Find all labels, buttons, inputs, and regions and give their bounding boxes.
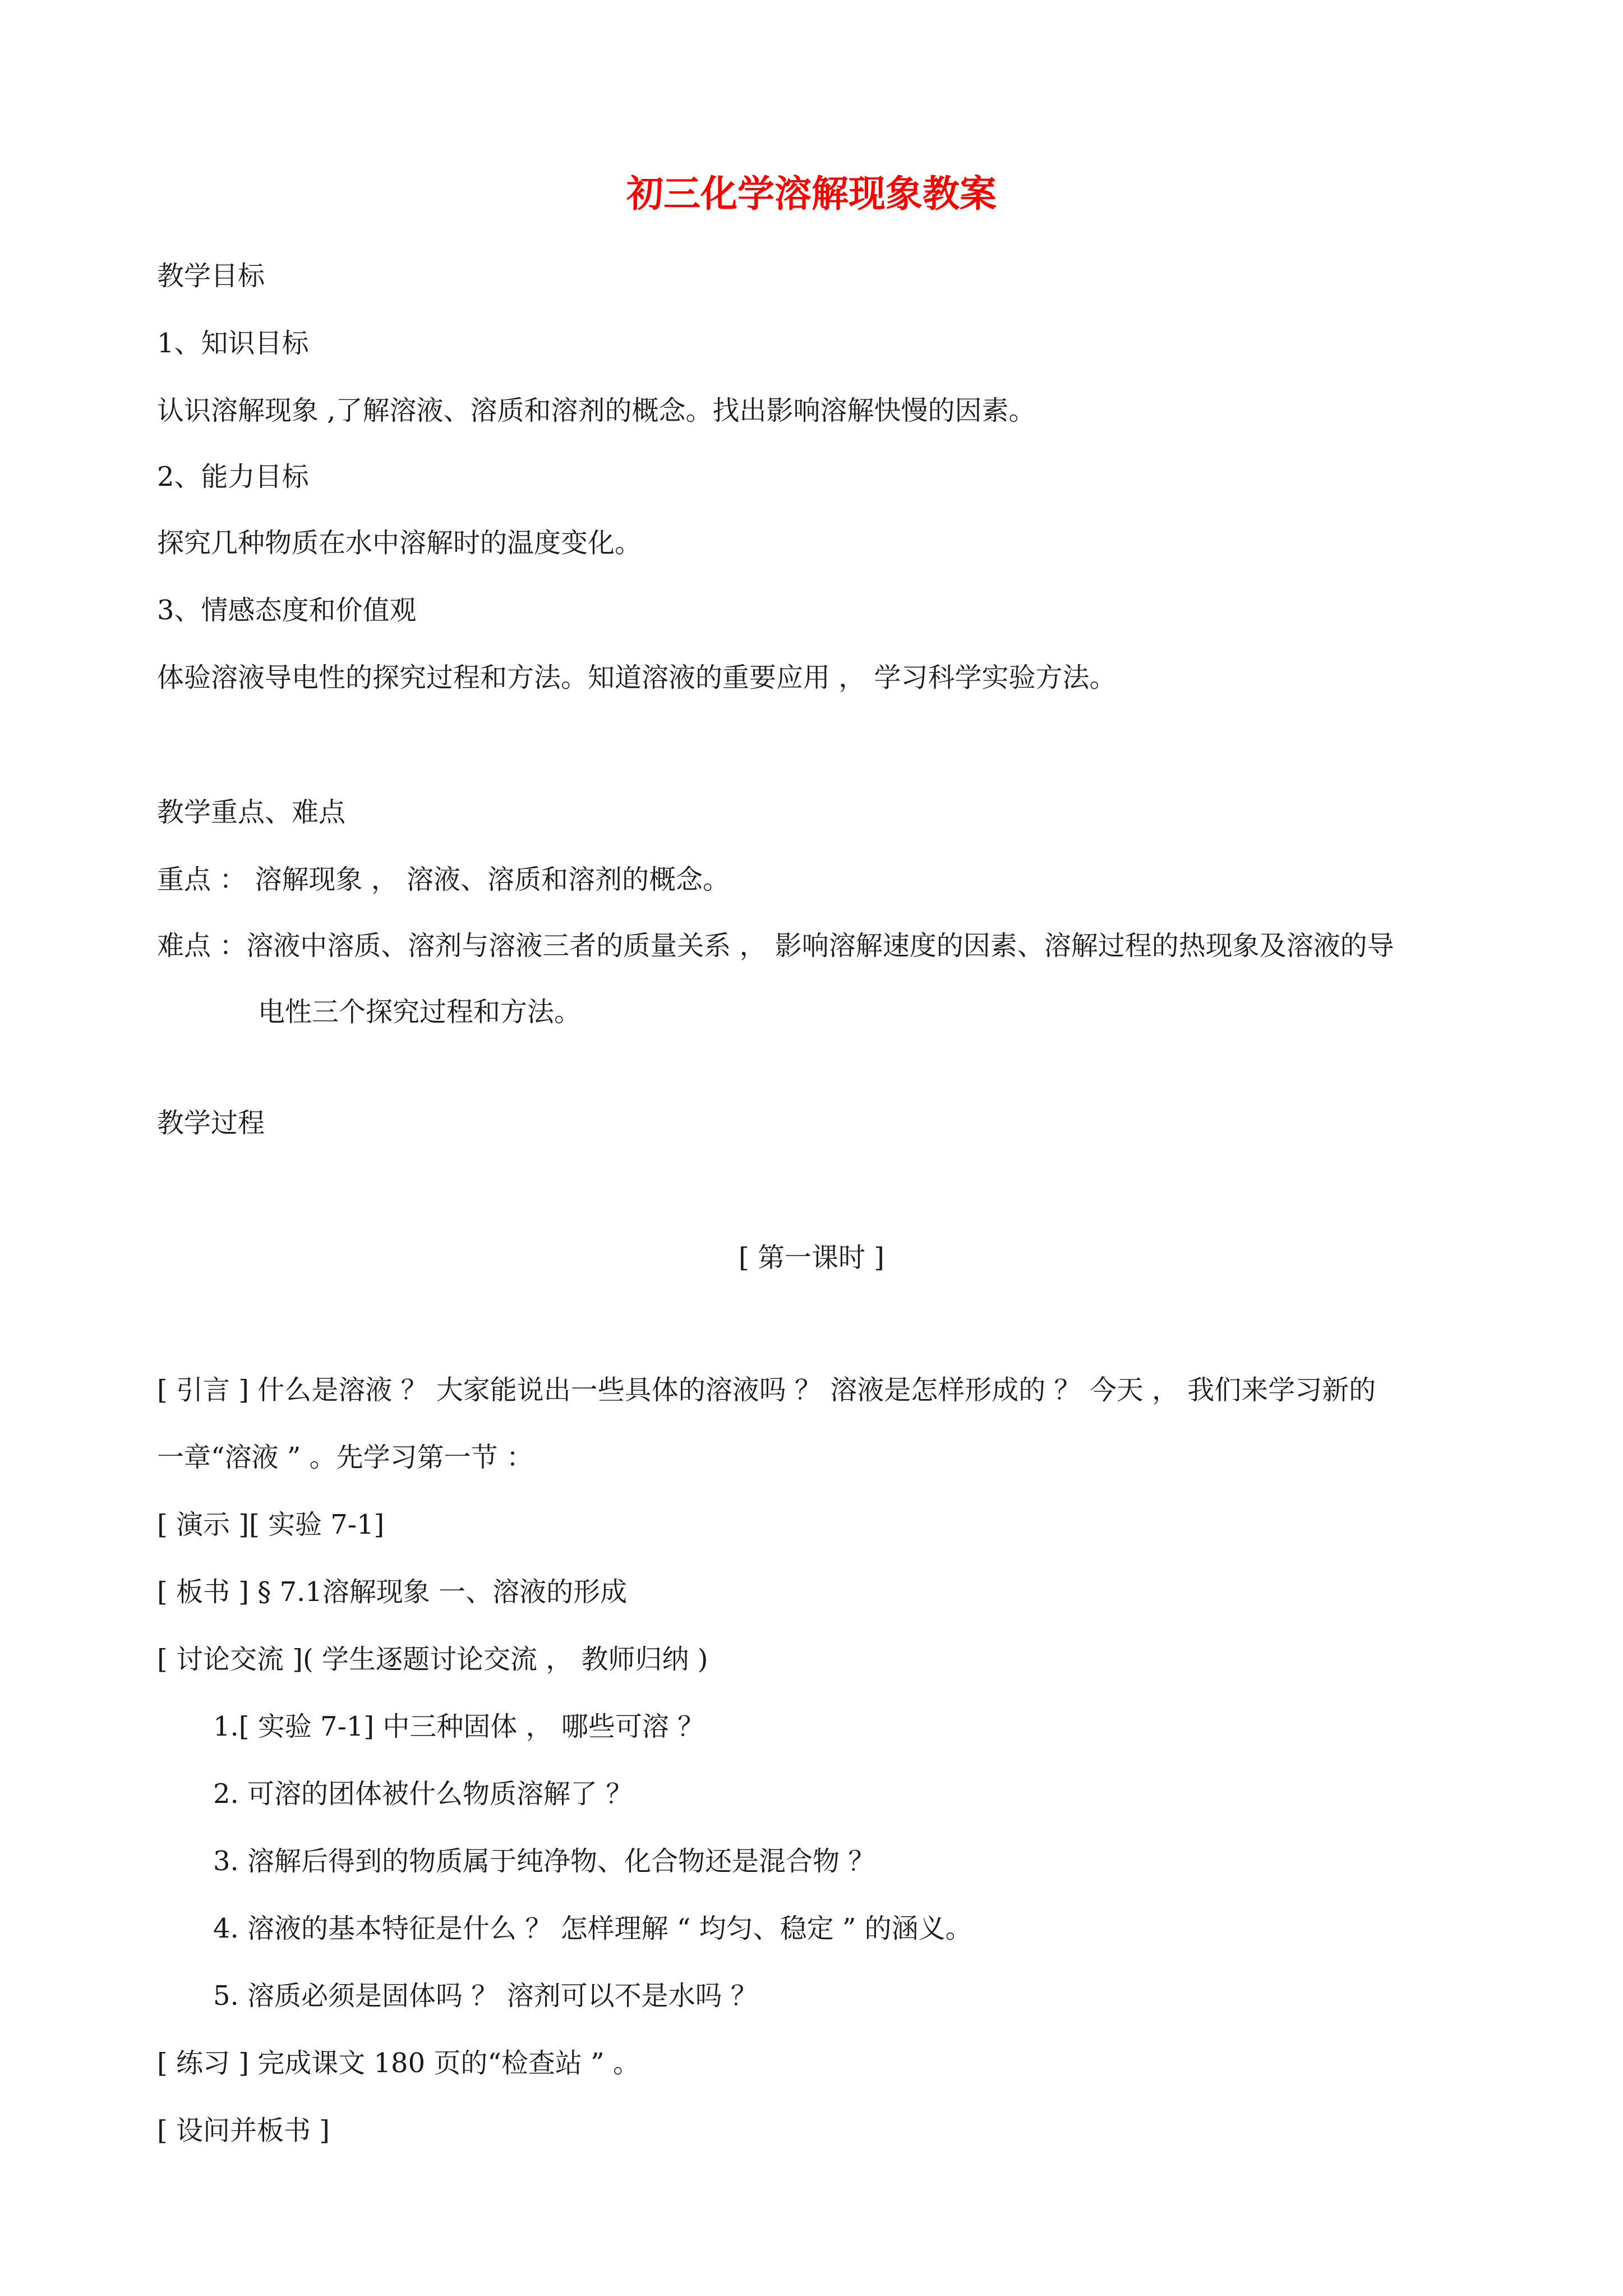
question-board-line: [ 设问并板书 ] [157,2115,330,2146]
emotion-objective-text: 体验溶液导电性的探究过程和方法。知道溶液的重要应用 ， 学习科学实验方法。 [157,662,1117,693]
difficult-point-continued: 电性三个探究过程和方法。 [258,996,582,1028]
document-title: 初三化学溶解现象教案 [626,172,997,215]
intro-line-2: 一章“溶液 ” 。先学习第一节 ： [157,1442,533,1473]
difficult-point: 难点 ：溶液中溶质、溶剂与溶液三者的质量关系 ， 影响溶解速度的因素、溶解过程的热现象及溶液的导 [157,930,1394,961]
board-line: [ 板书 ] § 7.1溶解现象 一、溶液的形成 [157,1576,628,1608]
objectives-heading: 教学目标 [157,260,265,292]
question-2: 2. 可溶的团体被什么物质溶解了 ？ [213,1778,633,1810]
practice-line: [ 练习 ] 完成课文 180 页的“检查站 ” 。 [157,2047,640,2079]
question-5: 5. 溶质必须是固体吗 ？ 溶剂可以不是水吗 ？ [213,1980,758,2012]
emotion-objective-title: 3、情感态度和价值观 [157,595,417,626]
lesson-label: [ 第一课时 ] [739,1242,884,1273]
ability-objective-text: 探究几种物质在水中溶解时的温度变化。 [157,527,642,559]
demo-line: [ 演示 ][ 实验 7-1] [157,1509,385,1540]
question-1: 1.[ 实验 7-1] 中三种固体 ， 哪些可溶 ？ [213,1711,705,1742]
discussion-line: [ 讨论交流 ]( 学生逐题讨论交流 ， 教师归纳 ) [157,1644,708,1675]
intro-line-1: [ 引言 ] 什么是溶液 ？ 大家能说出一些具体的溶液吗 ？ 溶液是怎样形成的 ？ 今天 ， 我们来学习新的 [157,1374,1376,1406]
key-point: 重点 ： 溶解现象 ， 溶液、溶质和溶剂的概念。 [157,864,730,895]
question-4: 4. 溶液的基本特征是什么 ？ 怎样理解 “ 均匀、稳定 ” 的涵义。 [213,1913,972,1944]
knowledge-objective-title: 1、知识目标 [157,328,309,359]
key-points-heading: 教学重点、难点 [157,797,346,828]
knowledge-objective-text: 认识溶解现象 ,了解溶液、溶质和溶剂的概念。找出影响溶解快慢的因素。 [157,395,1036,426]
question-3: 3. 溶解后得到的物质属于纯净物、化合物还是混合物 ？ [213,1846,875,1877]
ability-objective-title: 2、能力目标 [157,461,309,493]
process-heading: 教学过程 [157,1107,265,1139]
